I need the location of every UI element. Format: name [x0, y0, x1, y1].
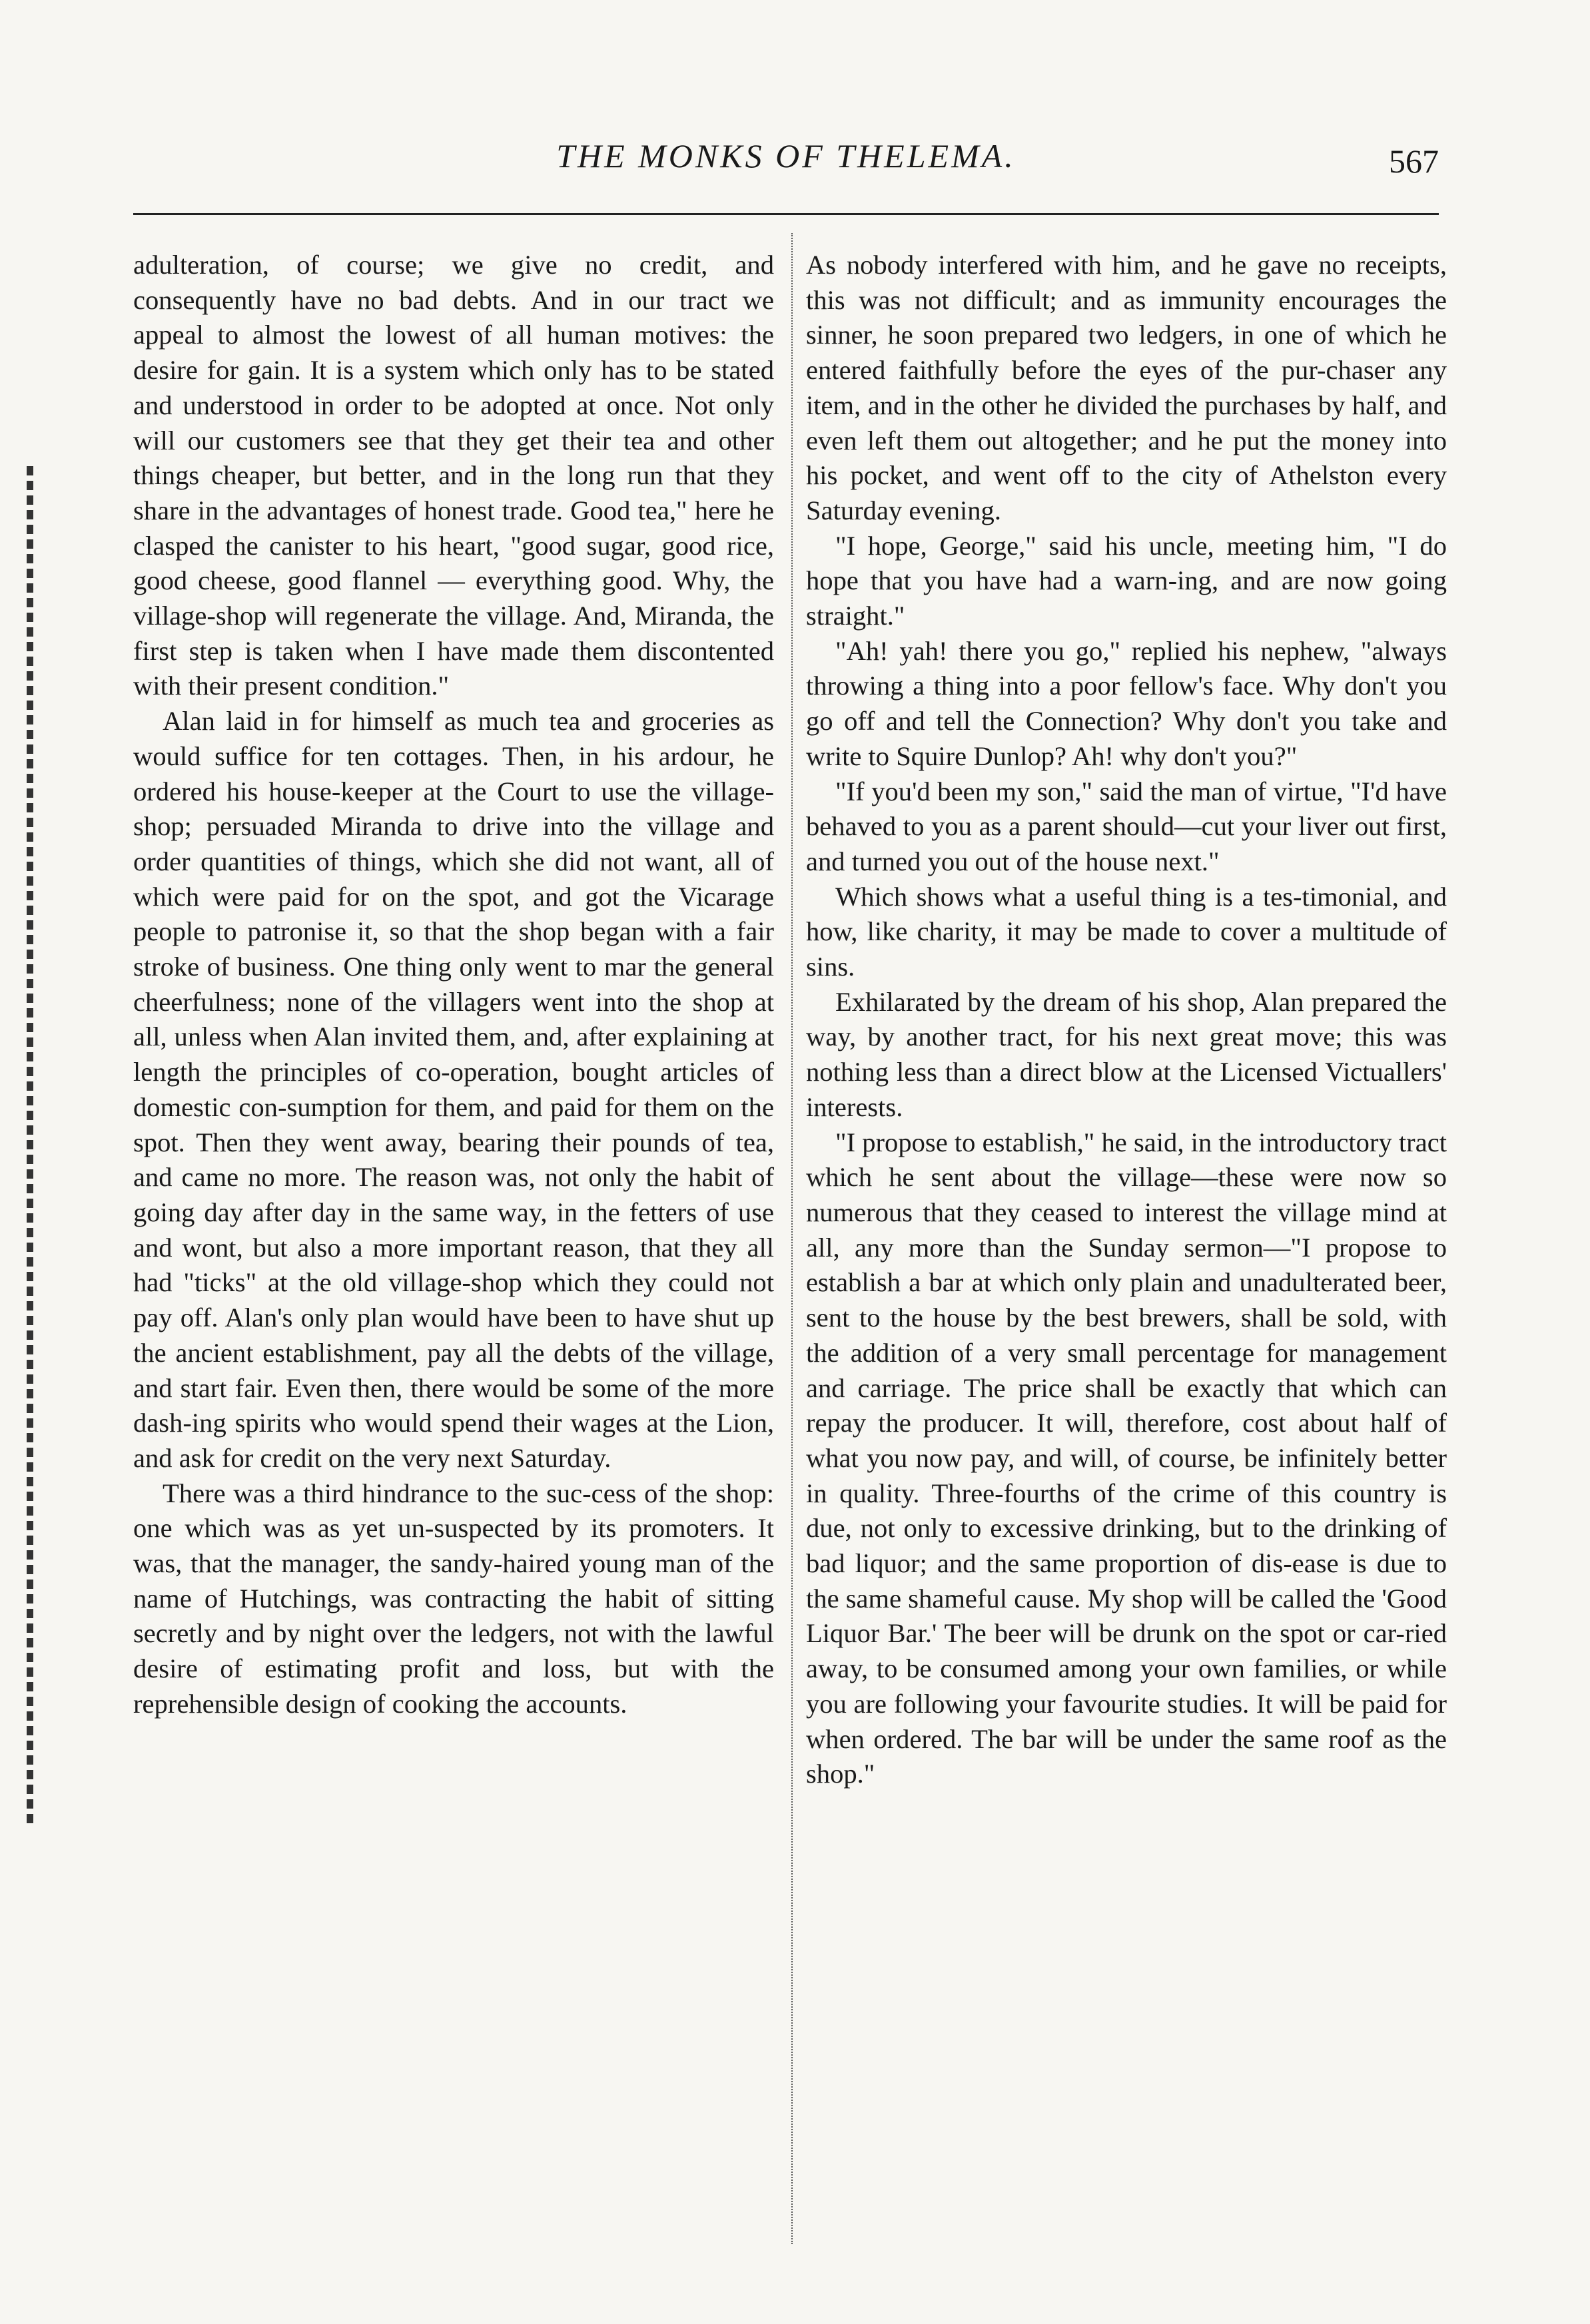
paragraph: Alan laid in for himself as much tea and groceries as would suffice for ten cottages. Then, in his ardour, he ordered his house-keeper at the Court to use the village-shop; persuaded Miranda to drive into the village and order quantities of things, which she did not want, all of which were paid for on the spot, and got the Vicarage people to patronise it, so that the shop began with a fair stroke of business. One thing only went to mar the general cheerfulness; none of the villagers went into the shop at all, unless when Alan invited them, and, after explaining at length the principles of co-operation, bought articles of domestic con-sumption for them, and paid for them on the spot. Then they went away, bearing their pounds of tea, and came no more. The reason was, not only the habit of going day after day in the same way, in the fetters of use and wont, but also a more important reason, that they all had "ticks" at the old village-shop which they could not pay off. Alan's only plan would have been to have shut up the ancient establishment, pay all the debts of the village, and start fair. Even then, there would be some of the more dash-ing spirits who would spend their wages at the Lion, and ask for credit on the very next Saturday.	[133, 706, 774, 1473]
paragraph: "If you'd been my son," said the man of virtue, "I'd have behaved to you as a parent should—cut your liver out first, and turned you out of the house next."	[806, 776, 1447, 876]
paragraph: Which shows what a useful thing is a tes-timonial, and how, like charity, it may be made to cover a multitude of sins.	[806, 881, 1447, 982]
running-head	[133, 137, 1439, 190]
paragraph: There was a third hindrance to the suc-cess of the shop: one which was as yet un-suspected by its promoters. It was, that the manager, the sandy-haired young man of the name of Hutchings, was contracting the habit of sitting secretly and by night over the ledgers, not with the lawful desire of estimating profit and loss, but with the reprehensible design of cooking the accounts.	[133, 1478, 774, 1719]
right-column	[806, 248, 1447, 1792]
page-number: 567	[1389, 143, 1439, 180]
paragraph: Exhilarated by the dream of his shop, Alan prepared the way, by another tract, for his next great move; this was nothing less than a direct blow at the Licensed Victuallers' interests.	[806, 986, 1447, 1122]
running-title: THE MONKS OF THELEMA.	[556, 137, 1016, 174]
header-rule	[133, 213, 1439, 215]
paragraph: As nobody interfered with him, and he gave no receipts, this was not difficult; and as immunity encourages the sinner, he soon prepared two ledgers, in one of which he entered faithfully before the eyes of the pur-chaser any item, and in the other he divided the purchases by half, and even left them out altogether; and he put the money into his pocket, and went off to the city of Athelston every Saturday evening.	[806, 250, 1447, 525]
paragraph: "I propose to establish," he said, in the introductory tract which he sent about the village—these were now so numerous that they ceased to interest the village mind at all, any more than the Sunday sermon—"I propose to establish a bar at which only plain and unadulterated beer, sent to the house by the best brewers, shall be sold, with the addition of a very small percentage for management and carriage. The price shall be exactly that which can repay the producer. It will, therefore, cost about half of what you now pay, and will, of course, be infinitely better in quality. Three-fourths of the crime of this country is due, not only to excessive drinking, but to the drinking of bad liquor; and the same proportion of dis-ease is due to the same shameful cause. My shop will be called the 'Good Liquor Bar.' The beer will be drunk on the spot or car-ried away, to be consumed among your own families, or while you are following your favourite studies. It will be paid for when ordered. The bar will be under the same roof as the shop."	[806, 1127, 1447, 1789]
paragraph: "I hope, George," said his uncle, meeting him, "I do hope that you have had a warn-ing, and are now going straight."	[806, 530, 1447, 631]
paragraph: adulteration, of course; we give no credit, and consequently have no bad debts. And in our tract we appeal to almost the lowest of all human motives: the desire for gain. It is a system which only has to be stated and understood in order to be adopted at once. Not only will our customers see that they get their tea and other things cheaper, but better, and in the long run that they share in the advantages of honest trade. Good tea," here he clasped the canister to his heart, "good sugar, good rice, good cheese, good flannel — everything good. Why, the village-shop will regenerate the village. And, Miranda, the first step is taken when I have made them discontented with their present condition."	[133, 250, 774, 701]
binding-edge	[27, 466, 33, 1825]
paragraph: "Ah! yah! there you go," replied his nephew, "always throwing a thing into a poor fellow's face. Why don't you go off and tell the Connection? Why don't you take and write to Squire Dunlop? Ah! why don't you?"	[806, 635, 1447, 771]
left-column	[133, 248, 774, 1722]
column-gutter	[791, 233, 793, 2244]
